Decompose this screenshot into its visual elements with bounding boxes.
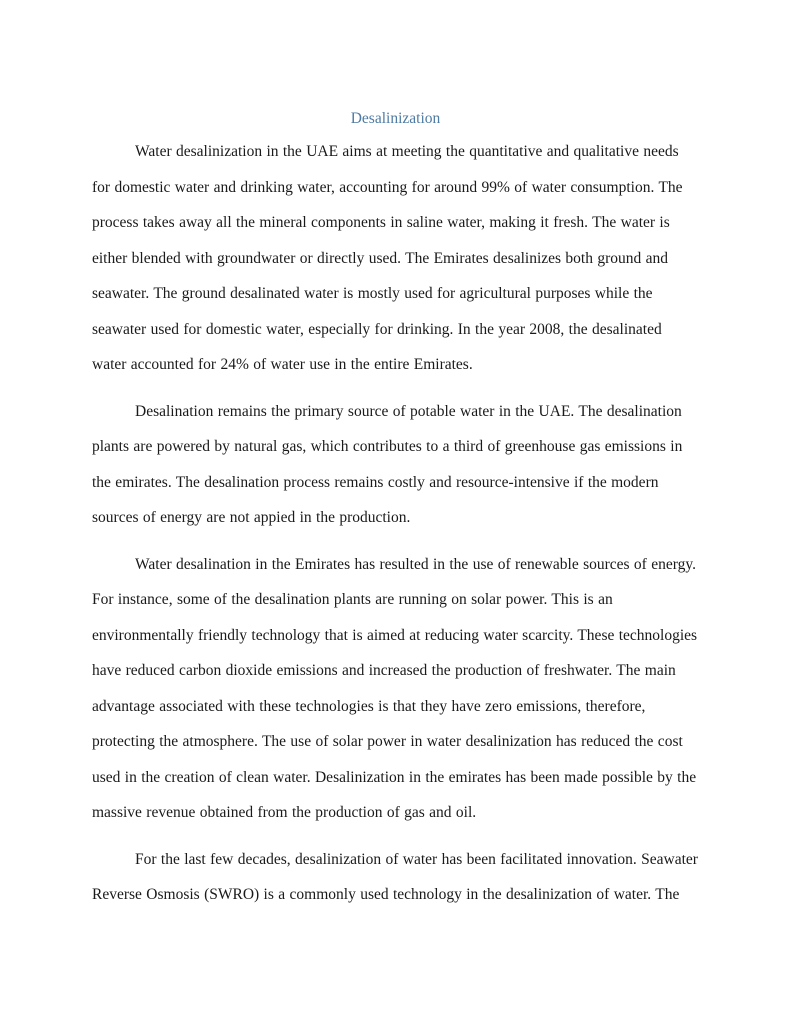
- paragraph-2: Desalination remains the primary source of potable water in the UAE. The desalination plants are powered by natural gas, which contributes to a third of greenhouse gas emissions in the emirates. The desalination process remains costly and resource-intensive if the modern sources of energy are not appied in the production.: [92, 402, 683, 526]
- paragraph-4: For the last few decades, desalinization of water has been facilitated innovation. Seawater Reverse Osmosis (SWRO) is a commonly used technology in the desalinization of water. The: [92, 850, 698, 903]
- document-body: [92, 134, 698, 913]
- paragraph-1: Water desalinization in the UAE aims at meeting the quantitative and qualitative needs for domestic water and drinking water, accounting for around 99% of water consumption. The process takes away all the mineral components in saline water, making it fresh. The water is either blended with groundwater or directly used. The Emirates desalinizes both ground and seawater. The ground desalinated water is mostly used for agricultural purposes while the seawater used for domestic water, especially for drinking. In the year 2008, the desalinated water accounted for 24% of water use in the entire Emirates.: [92, 143, 683, 373]
- document-title: Desalinization: [350, 110, 441, 127]
- paragraph-3: Water desalination in the Emirates has resulted in the use of renewable sources of energy. For instance, some of the desalination plants are running on solar power. This is an environmentally friendly technology that is aimed at reducing water scarcity. These technologies have reduced carbon dioxide emissions and increased the production of freshwater. The main advantage associated with these technologies is that they have zero emissions, therefore, protecting the atmosphere. The use of solar power in water desalinization has reduced the cost used in the creation of clean water. Desalinization in the emirates has been made possible by the massive revenue obtained from the production of gas and oil.: [92, 555, 698, 821]
